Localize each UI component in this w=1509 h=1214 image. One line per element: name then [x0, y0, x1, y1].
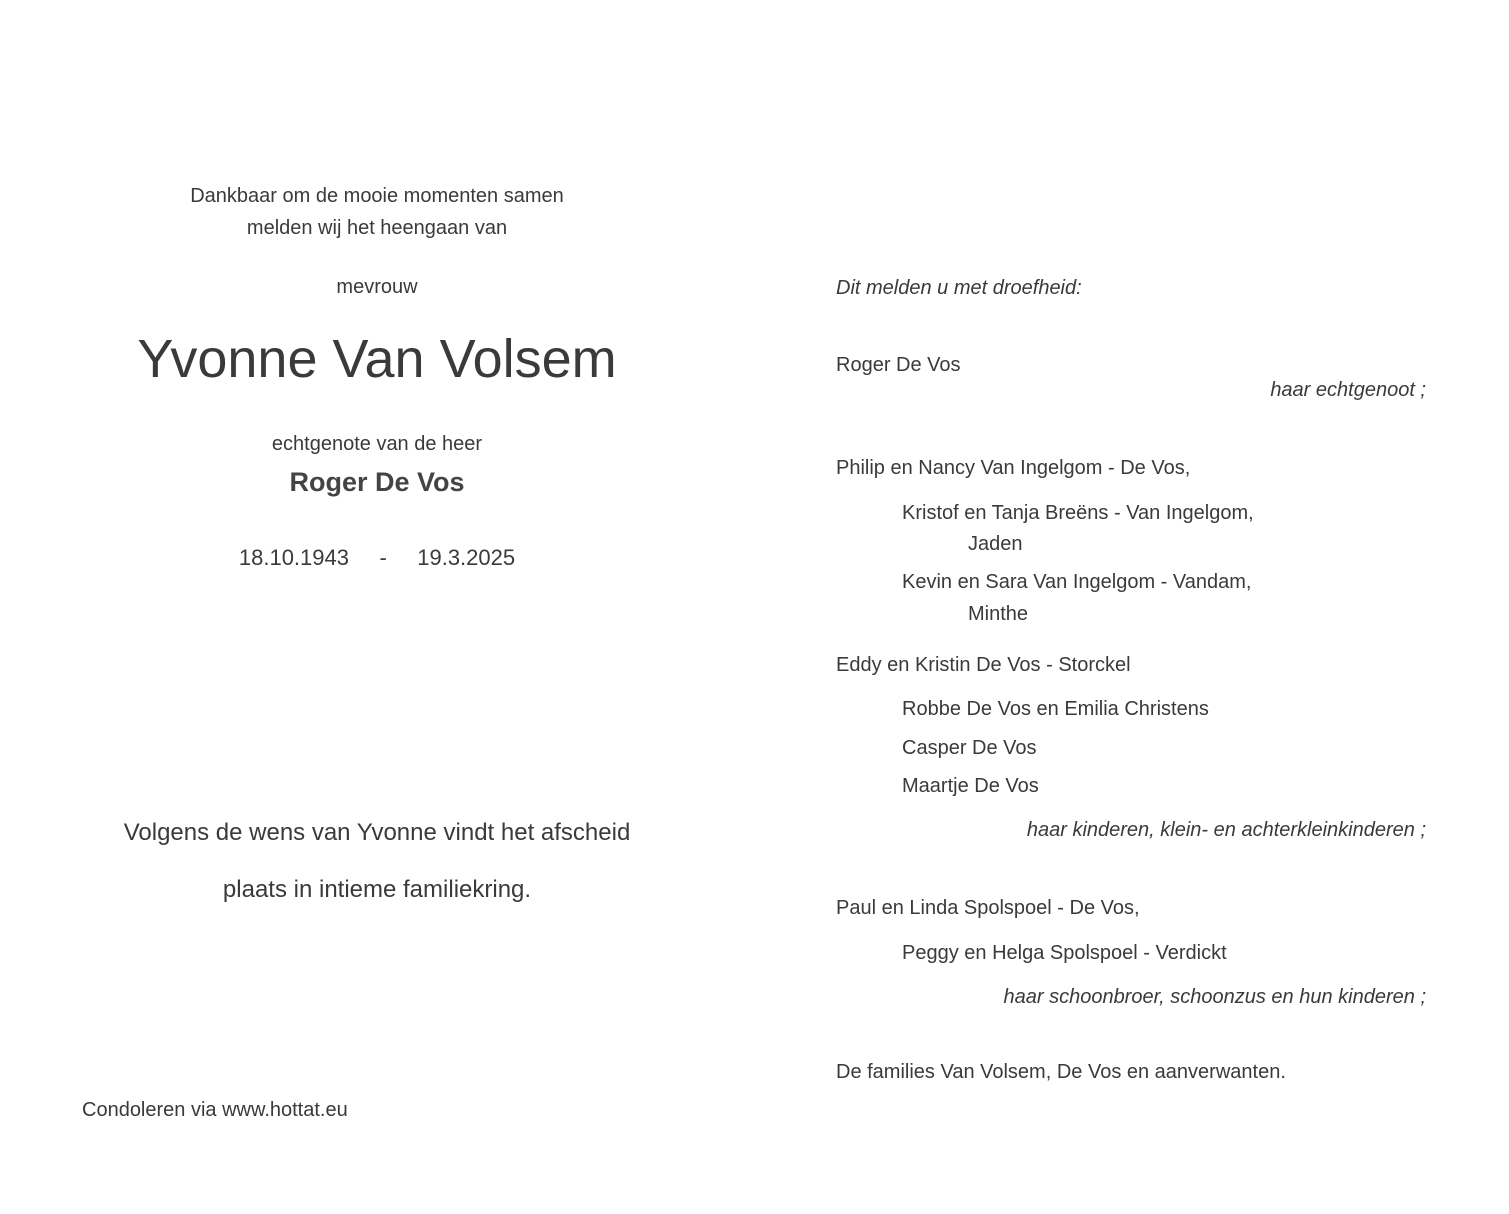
announcement-heading: Dit melden u met droefheid: — [836, 277, 1082, 299]
date-separator: - — [379, 545, 387, 570]
child-2: Eddy en Kristin De Vos - Storckel — [836, 654, 1131, 676]
intro-text — [82, 180, 672, 244]
condolence-text: Condoleren via www.hottat.eu — [82, 1099, 348, 1121]
husband-relation: haar echtgenoot ; — [1270, 379, 1426, 401]
grandchild-2-2: Casper De Vos — [902, 737, 1037, 759]
life-dates — [82, 545, 672, 571]
grandchild-1-2: Kevin en Sara Van Ingelgom - Vandam, — [902, 571, 1252, 593]
grandchild-1-1: Kristof en Tanja Breëns - Van Ingelgom, — [902, 502, 1254, 524]
grandchild-2-1: Robbe De Vos en Emilia Christens — [902, 698, 1209, 720]
farewell-line-1: Volgens de wens van Yvonne vindt het afscheid — [123, 819, 631, 846]
in-law-child: Peggy en Helga Spolspoel - Verdickt — [902, 942, 1227, 964]
grandchild-2-3: Maartje De Vos — [902, 775, 1039, 797]
great-grandchild-2: Minthe — [968, 603, 1029, 625]
birth-date: 18.10.1943 — [238, 545, 349, 570]
families-line: De families Van Volsem, De Vos en aanverwanten. — [836, 1061, 1286, 1083]
in-law-relation: haar schoonbroer, schoonzus en hun kinderen ; — [1003, 986, 1426, 1008]
intro-line-1: Dankbaar om de mooie momenten samen — [190, 185, 564, 207]
child-1: Philip en Nancy Van Ingelgom - De Vos, — [836, 457, 1191, 479]
great-grandchild-1: Jaden — [968, 533, 1023, 555]
children-relation: haar kinderen, klein- en achterkleinkinderen ; — [1026, 819, 1426, 841]
in-law: Paul en Linda Spolspoel - De Vos, — [836, 897, 1140, 919]
title-prefix: mevrouw — [336, 276, 418, 298]
deceased-name: Yvonne Van Volsem — [137, 329, 617, 389]
spouse-name: Roger De Vos — [289, 467, 465, 497]
husband-name: Roger De Vos — [836, 354, 961, 376]
death-date: 19.3.2025 — [417, 545, 516, 570]
farewell-text — [82, 804, 672, 918]
spouse-label: echtgenote van de heer — [271, 433, 483, 455]
intro-line-2: melden wij het heengaan van — [246, 217, 508, 239]
farewell-line-2: plaats in intieme familiekring. — [222, 876, 532, 903]
